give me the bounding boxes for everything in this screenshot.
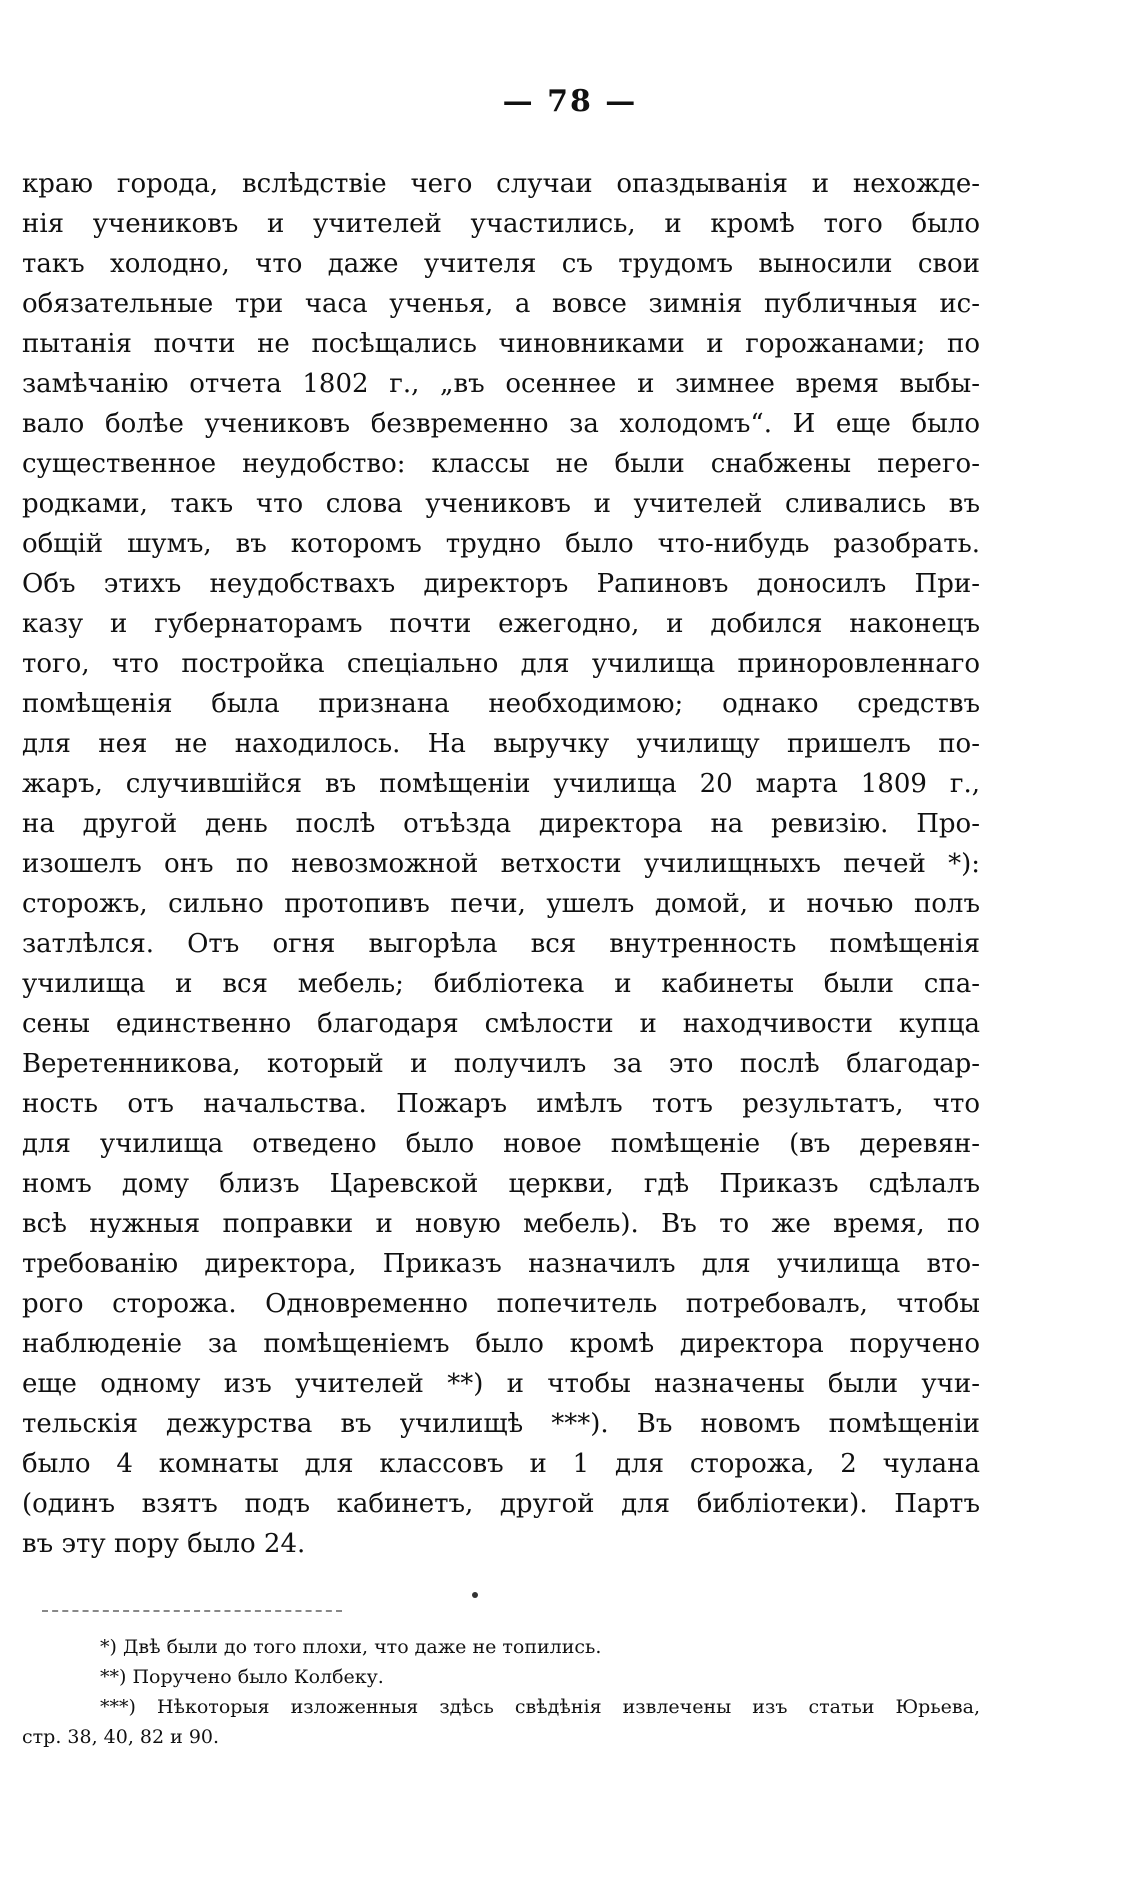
text-line: родками, такъ что слова учениковъ и учителей сливались въ (22, 489, 980, 519)
text-line: наблюденіе за помѣщеніемъ было кромѣ директора поручено (22, 1329, 980, 1359)
text-line: того, что постройка спеціально для училища приноровленнаго (22, 649, 980, 679)
footnote: *) Двѣ были до того плохи, что даже не топились. (100, 1636, 602, 1658)
main-text (22, 164, 980, 1564)
text-line: сторожъ, сильно протопивъ печи, ушелъ домой, и ночью полъ (22, 889, 980, 919)
text-line: обязательные три часа ученья, а вовсе зимнія публичныя ис- (22, 289, 980, 319)
text-line: Веретенникова, который и получилъ за это послѣ благодар- (22, 1049, 980, 1079)
text-line: всѣ нужныя поправки и новую мебель). Въ то же время, по (22, 1209, 980, 1239)
text-line: въ эту пору было 24. (22, 1529, 306, 1559)
text-line: ность отъ начальства. Пожаръ имѣлъ тотъ результатъ, что (22, 1089, 980, 1119)
text-line: рого сторожа. Одновременно попечитель потребовалъ, чтобы (22, 1289, 980, 1319)
text-line: было 4 комнаты для классовъ и 1 для сторожа, 2 чулана (22, 1449, 980, 1479)
text-line: затлѣлся. Отъ огня выгорѣла вся внутренность помѣщенія (22, 929, 980, 959)
footnote: ***) Нѣкоторыя изложенныя здѣсь свѣдѣнія извлечены изъ статьи Юрьева, (100, 1696, 980, 1718)
text-line: замѣчанію отчета 1802 г., „въ осеннее и зимнее время выбы- (22, 369, 980, 399)
text-line: жаръ, случившійся въ помѣщеніи училища 20 марта 1809 г., (22, 769, 980, 799)
text-line: номъ дому близъ Царевской церкви, гдѣ Приказъ сдѣлалъ (22, 1169, 980, 1199)
text-line: училища и вся мебель; библіотека и кабинеты были спа- (22, 969, 980, 999)
text-line: пытанія почти не посѣщались чиновниками и горожанами; по (22, 329, 980, 359)
text-line: для училища отведено было новое помѣщеніе (въ деревян- (22, 1129, 980, 1159)
text-line: краю города, вслѣдствіе чего случаи опаздыванія и нехожде- (22, 169, 980, 199)
text-line: такъ холодно, что даже учителя съ трудомъ выносили свои (22, 249, 980, 279)
text-line: (одинъ взятъ подъ кабинетъ, другой для библіотеки). Партъ (22, 1489, 980, 1519)
page-number: — 78 — (502, 84, 638, 119)
text-line: существенное неудобство: классы не были снабжены перего- (22, 449, 980, 479)
ink-dot (472, 1592, 478, 1598)
footnote-separator (42, 1610, 342, 1612)
text-line: нія учениковъ и учителей участились, и кромѣ того было (22, 209, 980, 239)
text-line: требованію директора, Приказъ назначилъ для училища вто- (22, 1249, 980, 1279)
text-line: тельскія дежурства въ училищѣ ***). Въ новомъ помѣщеніи (22, 1409, 980, 1439)
footnotes (22, 1632, 980, 1752)
text-line: еще одному изъ учителей **) и чтобы назначены были учи- (22, 1369, 980, 1399)
text-line: изошелъ онъ по невозможной ветхости училищныхъ печей *): (22, 849, 980, 879)
text-line: казу и губернаторамъ почти ежегодно, и добился наконецъ (22, 609, 980, 639)
text-line: общій шумъ, въ которомъ трудно было что-нибудь разобрать. (22, 529, 980, 559)
text-line: помѣщенія была признана необходимою; однако средствъ (22, 689, 980, 719)
text-line: вало болѣе учениковъ безвременно за холодомъ“. И еще было (22, 409, 980, 439)
text-line: на другой день послѣ отъѣзда директора на ревизію. Про- (22, 809, 980, 839)
text-line: Объ этихъ неудобствахъ директоръ Рапиновъ доносилъ При- (22, 569, 980, 599)
footnote: стр. 38, 40, 82 и 90. (22, 1726, 220, 1748)
footnote: **) Поручено было Колбеку. (100, 1666, 384, 1688)
text-line: сены единственно благодаря смѣлости и находчивости купца (22, 1009, 980, 1039)
text-line: для нея не находилось. На выручку училищу пришелъ по- (22, 729, 980, 759)
